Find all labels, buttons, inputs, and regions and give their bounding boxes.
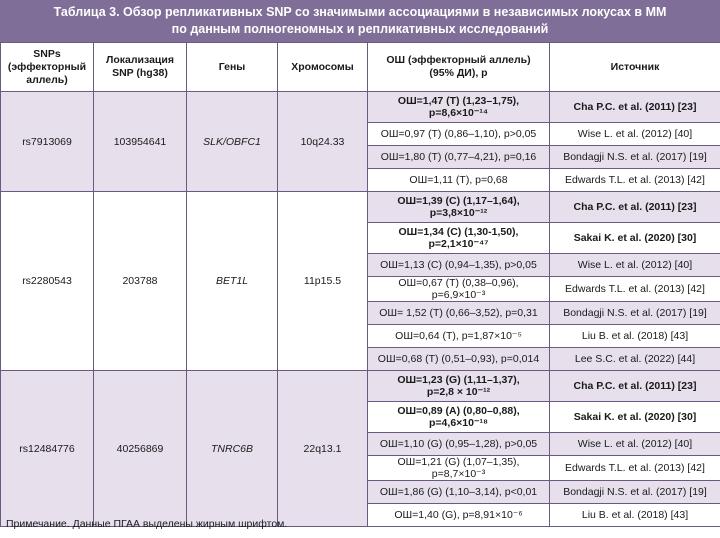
source-cell: Wise L. et al. (2012) [40]	[550, 433, 720, 456]
source-cell: Lee S.C. et al. (2022) [44]	[550, 348, 720, 371]
source-cell: Sakai K. et al. (2020) [30]	[550, 223, 720, 254]
odds-ratio-text: ОШ=1,23 (G) (1,11–1,37),	[397, 374, 520, 386]
chromosome-cell: 22q13.1	[278, 371, 368, 527]
p-value-text: p=2,1×10⁻⁴⁷	[428, 238, 489, 250]
source-cell: Liu B. et al. (2018) [43]	[550, 325, 720, 348]
localization-cell: 103954641	[94, 92, 187, 192]
odds-ratio-text: ОШ=1,40 (G), p=8,91×10⁻⁶	[394, 509, 523, 521]
title-line-1: Таблица 3. Обзор репликативных SNP со значимыми ассоциациями в независимых локусах в ММ	[53, 5, 667, 19]
odds-ratio-cell	[368, 223, 550, 254]
source-cell: Liu B. et al. (2018) [43]	[550, 504, 720, 527]
snp-cell: rs7913069	[1, 92, 94, 192]
col-header-odds-ratio: ОШ (эффекторный аллель) (95% ДИ), p	[368, 43, 550, 92]
gene-cell: TNRC6B	[187, 371, 278, 527]
odds-ratio-cell	[368, 456, 550, 481]
odds-ratio-cell	[368, 169, 550, 192]
source-cell: Wise L. et al. (2012) [40]	[550, 123, 720, 146]
source-cell: Cha P.C. et al. (2011) [23]	[550, 371, 720, 402]
snp-table	[0, 42, 720, 527]
gene-cell: BET1L	[187, 192, 278, 371]
odds-ratio-text: ОШ=0,67 (T) (0,38–0,96), p=6,9×10⁻³	[398, 277, 519, 301]
snp-cell: rs12484776	[1, 371, 94, 527]
chromosome-cell: 10q24.33	[278, 92, 368, 192]
title-line-2: по данным полногеномных и репликативных исследований	[171, 22, 549, 36]
odds-ratio-text: ОШ=1,34 (C) (1,30-1,50),	[398, 226, 519, 238]
table-footnote: Примечание. Данные ПГАА выделены жирным шрифтом.	[6, 518, 288, 530]
p-value-text: p=3,8×10⁻¹²	[429, 207, 488, 219]
odds-ratio-text: ОШ=1,80 (T) (0,77–4,21), p=0,16	[380, 151, 537, 163]
source-cell: Edwards T.L. et al. (2013) [42]	[550, 277, 720, 302]
p-value-text: p=2,8 × 10⁻¹²	[426, 386, 491, 398]
col-header-snp: SNPs (эффекторный аллель)	[1, 43, 94, 92]
source-cell: Bondagji N.S. et al. (2017) [19]	[550, 481, 720, 504]
source-cell: Edwards T.L. et al. (2013) [42]	[550, 169, 720, 192]
source-cell: Cha P.C. et al. (2011) [23]	[550, 192, 720, 223]
source-cell: Wise L. et al. (2012) [40]	[550, 254, 720, 277]
odds-ratio-cell	[368, 371, 550, 402]
source-cell: Bondagji N.S. et al. (2017) [19]	[550, 146, 720, 169]
odds-ratio-cell	[368, 433, 550, 456]
odds-ratio-text: ОШ=0,89 (A) (0,80–0,88),	[397, 405, 520, 417]
table-row	[1, 371, 720, 402]
source-cell: Sakai K. et al. (2020) [30]	[550, 402, 720, 433]
odds-ratio-cell	[368, 192, 550, 223]
odds-ratio-cell	[368, 348, 550, 371]
col-header-genes: Гены	[187, 43, 278, 92]
source-cell: Cha P.C. et al. (2011) [23]	[550, 92, 720, 123]
odds-ratio-cell	[368, 146, 550, 169]
table-row	[1, 192, 720, 223]
localization-cell: 203788	[94, 192, 187, 371]
odds-ratio-text: ОШ=1,10 (G) (0,95–1,28), p>0,05	[379, 438, 538, 450]
p-value-text: p=4,6×10⁻¹⁸	[429, 417, 488, 429]
snp-cell: rs2280543	[1, 192, 94, 371]
odds-ratio-cell	[368, 481, 550, 504]
odds-ratio-cell	[368, 302, 550, 325]
odds-ratio-text: ОШ=1,39 (C) (1,17–1,64),	[397, 195, 520, 207]
gene-cell: SLK/OBFC1	[187, 92, 278, 192]
odds-ratio-cell	[368, 123, 550, 146]
odds-ratio-text: ОШ= 1,52 (T) (0,66–3,52), p=0,31	[379, 307, 538, 319]
chromosome-cell: 11p15.5	[278, 192, 368, 371]
table-row	[1, 92, 720, 123]
odds-ratio-cell	[368, 277, 550, 302]
odds-ratio-text: ОШ=1,13 (C) (0,94–1,35), p>0,05	[380, 259, 537, 271]
header-row	[1, 43, 720, 92]
odds-ratio-text: ОШ=1,86 (G) (1,10–3,14), p<0,01	[379, 486, 538, 498]
col-header-localization: Локализация SNP (hg38)	[94, 43, 187, 92]
table-title	[0, 0, 720, 42]
odds-ratio-text: ОШ=1,47 (T) (1,23–1,75),	[397, 95, 520, 107]
odds-ratio-text: ОШ=0,68 (T) (0,51–0,93), p=0,014	[377, 353, 540, 365]
odds-ratio-text: ОШ=0,97 (T) (0,86–1,10), p>0,05	[380, 128, 537, 140]
odds-ratio-cell	[368, 402, 550, 433]
odds-ratio-cell	[368, 504, 550, 527]
odds-ratio-cell	[368, 92, 550, 123]
odds-ratio-cell	[368, 254, 550, 277]
p-value-text: p=8,6×10⁻¹⁴	[428, 107, 489, 119]
odds-ratio-cell	[368, 325, 550, 348]
source-cell: Bondagji N.S. et al. (2017) [19]	[550, 302, 720, 325]
source-cell: Edwards T.L. et al. (2013) [42]	[550, 456, 720, 481]
col-header-source: Источник	[550, 43, 720, 92]
localization-cell: 40256869	[94, 371, 187, 527]
odds-ratio-text: ОШ=0,64 (T), p=1,87×10⁻⁵	[395, 330, 522, 342]
col-header-chromosomes: Хромосомы	[278, 43, 368, 92]
odds-ratio-text: ОШ=1,21 (G) (1,07–1,35), p=8,7×10⁻³	[397, 456, 520, 480]
odds-ratio-text: ОШ=1,11 (T), p=0,68	[409, 174, 508, 186]
